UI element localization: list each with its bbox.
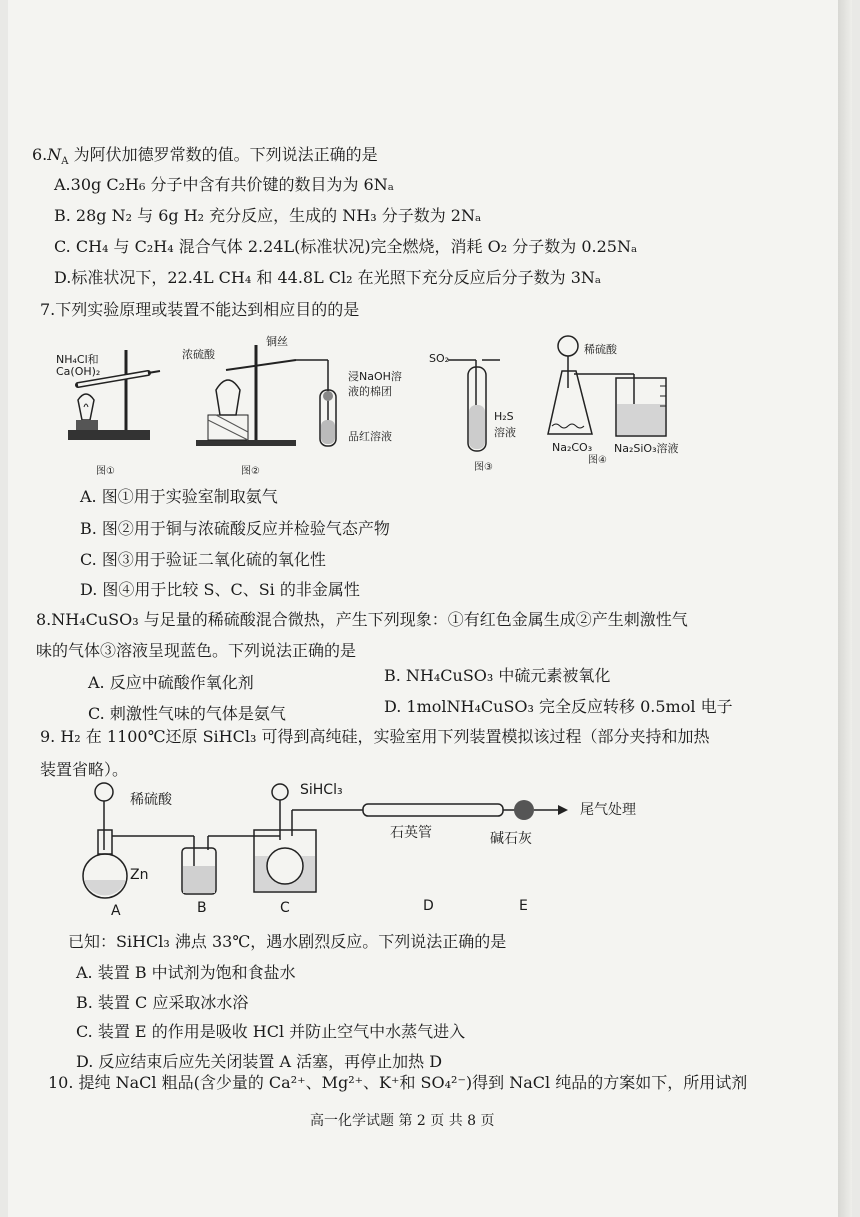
q9-stem-line-2: 装置省略）。: [40, 760, 129, 779]
q9-metal-label: Zn: [130, 867, 149, 883]
q6-option-a: A.30g C₂H₆ 分子中含有共价键的数目为为 6Nₐ: [54, 175, 394, 194]
q7-option-c: C. 图③用于验证二氧化硫的氧化性: [80, 550, 326, 569]
q9-option-d: D. 反应结束后应先关闭装置 A 活塞，再停止加热 D: [76, 1052, 443, 1071]
q6-option-c: C. CH₄ 与 C₂H₄ 混合气体 2.24L(标准状况)完全燃烧，消耗 O₂ 分子数为 0.25Nₐ: [54, 237, 638, 256]
fig3-solution-label-1: H₂S: [494, 410, 514, 423]
q9-tube-label: 石英管: [390, 825, 432, 841]
fig4-acid-label: 稀硫酸: [584, 343, 617, 356]
q9-exhaust-label: 尾气处理: [580, 802, 636, 818]
q9-stem-line-1: 9. H₂ 在 1100℃还原 SiHCl₃ 可得到高纯硅，实验室用下列装置模拟该过程（部分夹持和加热: [40, 727, 710, 746]
q7-option-a: A. 图①用于实验室制取氨气: [80, 487, 278, 506]
fig3-caption: 图③: [474, 462, 493, 473]
q9-label-e: E: [519, 898, 528, 914]
fig3-gas-label: SO₂: [429, 352, 450, 365]
fig1-reagent-label-1: NH₄Cl和: [56, 353, 99, 366]
q9-option-c: C. 装置 E 的作用是吸收 HCl 并防止空气中水蒸气进入: [76, 1022, 466, 1041]
fig1-caption: 图①: [96, 466, 115, 477]
fig4-solid-label: Na₂CO₃: [552, 441, 593, 454]
q9-soda-lime-label: 碱石灰: [490, 831, 532, 847]
q9-label-c: C: [280, 900, 290, 916]
fig2-cotton-label-2: 液的棉团: [348, 385, 392, 398]
q8-stem-line-1: 8.NH₄CuSO₃ 与足量的稀硫酸混合微热，产生下列现象：①有红色金属生成②产生刺激性气: [36, 610, 688, 629]
fig2-caption: 图②: [241, 466, 260, 477]
q7-option-b: B. 图②用于铜与浓硫酸反应并检验气态产物: [80, 519, 390, 538]
q8-stem-line-2: 味的气体③溶液呈现蓝色。下列说法正确的是: [36, 641, 357, 660]
fig2-cotton-label-1: 浸NaOH溶: [348, 370, 402, 383]
q9-label-a: A: [111, 903, 121, 919]
q6-option-b: B. 28g N₂ 与 6g H₂ 充分反应，生成的 NH₃ 分子数为 2Nₐ: [54, 206, 482, 225]
q6-stem: $6.N_A$ 为阿伏加德罗常数的值。下列说法正确的是: [32, 145, 378, 168]
q9-option-a: A. 装置 B 中试剂为饱和食盐水: [76, 963, 296, 982]
fig3-apparatus: [448, 345, 508, 455]
q7-option-d: D. 图④用于比较 S、C、Si 的非金属性: [80, 580, 360, 599]
q8-option-c: C. 刺激性气味的气体是氨气: [88, 704, 286, 723]
fig4-solution-label: Na₂SiO₃溶液: [614, 442, 679, 455]
fig1-reagent-label-2: Ca(OH)₂: [56, 365, 101, 378]
fig2-wire-label: 铜丝: [266, 335, 288, 348]
q9-label-b: B: [197, 900, 207, 916]
fig2-acid-label: 浓硫酸: [182, 348, 215, 361]
q9-label-d: D: [423, 898, 434, 914]
q9-option-b: B. 装置 C 应采取冰水浴: [76, 993, 249, 1012]
fig3-solution-label-2: 溶液: [494, 426, 516, 439]
page-footer: 高一化学试题 第 2 页 共 8 页: [310, 1113, 495, 1129]
q9-acid-label: 稀硫酸: [130, 792, 172, 808]
fig2-solution-label: 品红溶液: [348, 430, 392, 443]
q6-option-d: D.标准状况下，22.4L CH₄ 和 44.8L Cl₂ 在光照下充分反应后分子数为 3Nₐ: [54, 268, 602, 287]
q8-option-b: B. NH₄CuSO₃ 中硫元素被氧化: [384, 666, 611, 685]
exam-page: [8, 0, 838, 1217]
q8-option-a: A. 反应中硫酸作氧化剂: [88, 673, 254, 692]
fig4-caption: 图④: [588, 455, 607, 466]
fig4-apparatus: [546, 326, 686, 444]
fig2-apparatus: [186, 340, 356, 460]
fig1-apparatus: [48, 345, 178, 460]
q9-reagent-label: SiHCl₃: [300, 782, 343, 798]
q9-known: 已知：SiHCl₃ 沸点 33℃，遇水剧烈反应。下列说法正确的是: [68, 932, 507, 951]
q9-apparatus-drawing: [78, 780, 578, 900]
q7-stem: 7.下列实验原理或装置不能达到相应目的的是: [40, 300, 360, 319]
q8-option-d: D. 1molNH₄CuSO₃ 完全反应转移 0.5mol 电子: [384, 697, 733, 716]
q10-stem: 10. 提纯 NaCl 粗品(含少量的 Ca²⁺、Mg²⁺、K⁺和 SO₄²⁻)得到 NaCl 纯品的方案如下，所用试剂: [48, 1073, 748, 1092]
